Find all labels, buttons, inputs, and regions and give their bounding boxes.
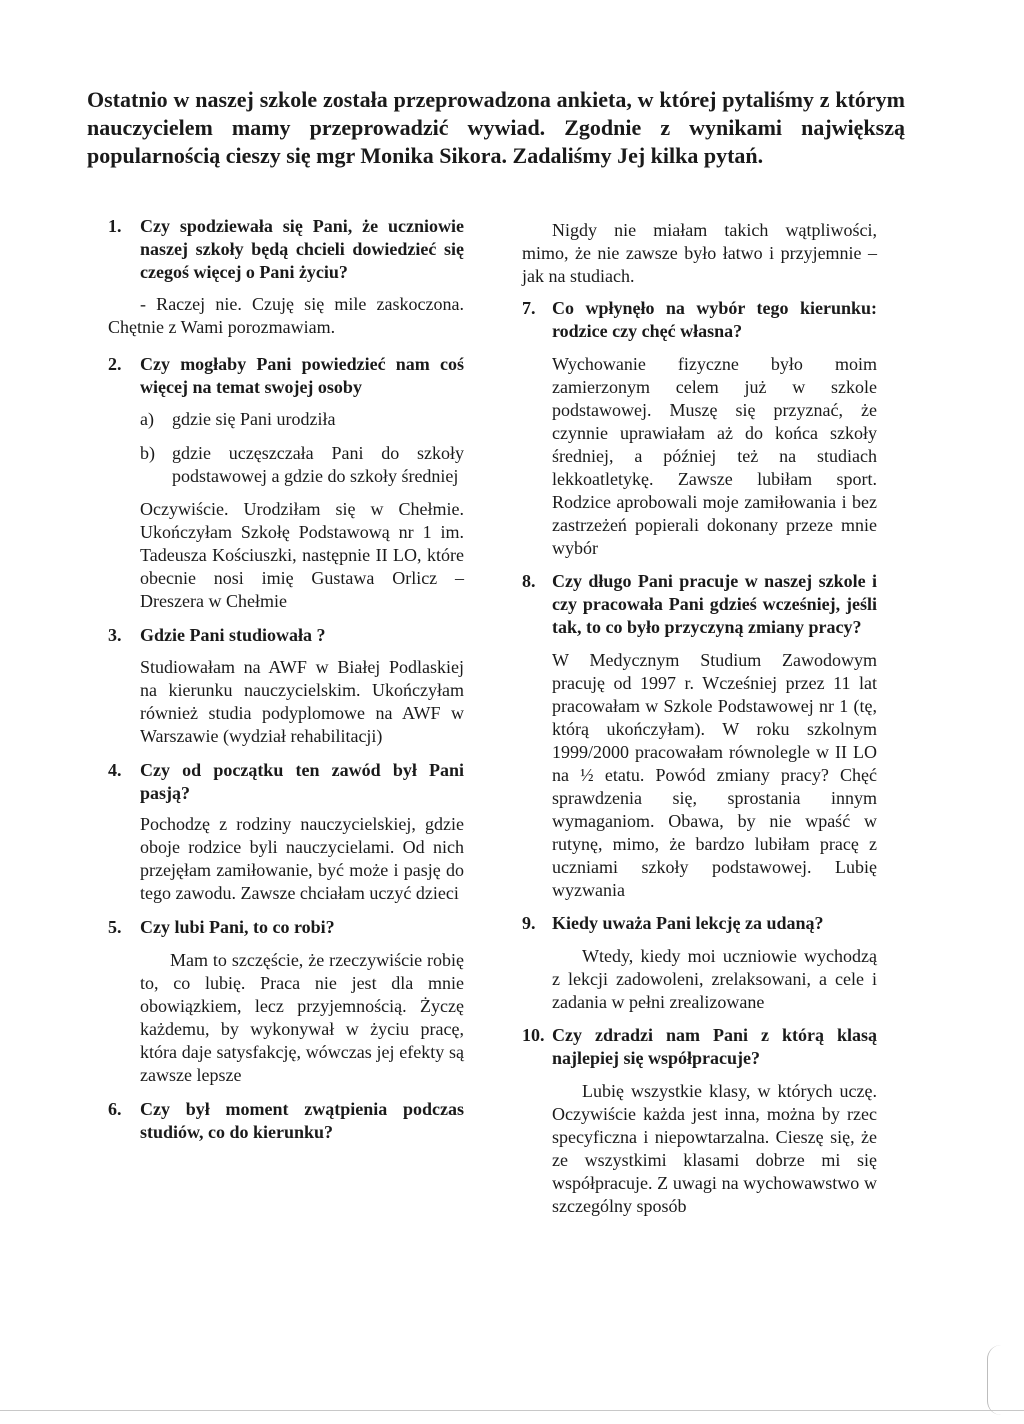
question-10 [522, 1024, 877, 1070]
right-column [522, 215, 877, 1218]
question-text: Czy spodziewała się Pani, że uczniowie naszej szkoły będą chcieli dowiedzieć się czegoś więcej o Pani życiu? [140, 216, 464, 282]
question-text: Czy mogłaby Pani powiedzieć nam coś więcej na temat swojej osoby [140, 354, 464, 397]
question-9-block [522, 912, 877, 1014]
question-number: 5. [108, 917, 122, 937]
question-4 [108, 759, 464, 805]
sub-question-b [108, 442, 464, 488]
sub-text: gdzie uczęszczała Pani do szkoły podstawowej a gdzie do szkoły średniej [172, 443, 464, 486]
question-5 [108, 916, 464, 939]
question-2-block [108, 353, 464, 613]
question-number: 9. [522, 913, 536, 933]
question-number: 6. [108, 1099, 122, 1119]
question-8-block [522, 570, 877, 902]
question-text: Czy długo Pani pracuje w naszej szkole i czy pracowała Pani gdzieś wcześniej, jeśli tak, to co było przyczyną zmiany pracy? [552, 571, 877, 637]
question-2 [108, 353, 464, 399]
question-number: 4. [108, 760, 122, 780]
question-4-block [108, 759, 464, 905]
question-text: Czy zdradzi nam Pani z którą klasą najlepiej się współpracuje? [552, 1025, 877, 1068]
question-text: Kiedy uważa Pani lekcję za udaną? [552, 913, 824, 933]
question-number: 8. [522, 571, 536, 591]
answer-3: Studiowałam na AWF w Białej Podlaskiej na kierunku nauczycielskim. Ukończyłam również studia podyplomowe na AWF w Warszawie (wydział rehabilitacji) [140, 657, 464, 746]
answer-7: Wychowanie fizyczne było moim zamierzonym celem już w szkole podstawowej. Muszę się przyznać, że czynnie uprawiałam aż do końca szkoły średniej, a później też na studiach lekkoatletykę. Zawsze lubiłam sport. Rodzice aprobowali moje zamiłowania i bez zastrzeżeń popierali dokonany przeze mnie wybór [552, 354, 877, 558]
question-3-block [108, 624, 464, 748]
question-1 [108, 215, 464, 284]
answer-6: Nigdy nie miałam takich wątpliwości, mimo, że nie zawsze było łatwo i przyjemnie – jak na studiach. [522, 220, 877, 286]
question-9 [522, 912, 877, 935]
question-6-block [108, 1098, 464, 1144]
question-7-block [522, 297, 877, 560]
question-6 [108, 1098, 464, 1144]
question-5-block [108, 916, 464, 1087]
answer-8: W Medycznym Studium Zawodowym pracuję od 1997 r. Wcześniej przez 11 lat pracowałam w Szkole Podstawowej nr 1 (tę, którą ukończyłam). W roku szkolnym 1999/2000 pracowałam równolegle w II LO na ½ etatu. Powód zmiany pracy? Chęć sprawdzenia się, sprostania innym wymaganiom. Obawa, by nie wpaść w rutynę, mimo, że bardzo lubiłam pracę z uczniami szkoły podstawowej. Lubię wyzwania [552, 650, 877, 900]
question-text: Czy był moment zwątpienia podczas studiów, co do kierunku? [140, 1099, 464, 1142]
sub-label: a) [140, 409, 154, 429]
answer-5: Mam to szczęście, że rzeczywiście robię to, co lubię. Praca nie jest dla mnie obowiązkiem, lecz przyjemnością. Życzę każdemu, by wykonywał w życiu pracę, która daje satysfakcję, wówczas jej efekty są zawsze lepsze [140, 950, 464, 1085]
question-number: 7. [522, 298, 536, 318]
scan-edge-line [0, 1410, 1024, 1411]
question-10-block [522, 1024, 877, 1218]
question-number: 3. [108, 625, 122, 645]
left-column [108, 215, 464, 1144]
question-3 [108, 624, 464, 647]
sub-text: gdzie się Pani urodziła [172, 409, 336, 429]
question-8 [522, 570, 877, 639]
question-7 [522, 297, 877, 343]
question-text: Co wpłynęło na wybór tego kierunku: rodzice czy chęć własna? [552, 298, 877, 341]
sub-question-a [108, 408, 464, 431]
answer-10: Lubię wszystkie klasy, w których uczę. Oczywiście każda jest inna, można by rzec specyficzna i niepowtarzalna. Cieszę się, że ze wszystkimi klasami dobrze mi się współpracuje. Z uwagi na wychowawstwo w szczególny sposób [552, 1081, 877, 1216]
answer-2: Oczywiście. Urodziłam się w Chełmie. Ukończyłam Szkołę Podstawową nr 1 im. Tadeusza Kościuszki, następnie II LO, które obecnie nosi imię Gustawa Orlicz – Dreszera w Chełmie [140, 499, 464, 611]
sub-label: b) [140, 443, 155, 463]
answer-9: Wtedy, kiedy moi uczniowie wychodzą z lekcji zadowoleni, zrelaksowani, a cele i zadania w pełni zrealizowane [552, 946, 877, 1012]
question-text: Czy od początku ten zawód był Pani pasją? [140, 760, 464, 803]
answer-1: - Raczej nie. Czuję się mile zaskoczona. Chętnie z Wami porozmawiam. [108, 294, 464, 337]
intro-paragraph: Ostatnio w naszej szkole została przeprowadzona ankieta, w której pytaliśmy z którym nauczycielem mamy przeprowadzić wywiad. Zgodnie z wynikami największą popularnością cieszy się mgr Monika Sikora. Zadaliśmy Jej kilka pytań. [87, 87, 905, 168]
question-number: 2. [108, 354, 122, 374]
scan-corner-artifact [987, 1345, 1002, 1415]
answer-4: Pochodzę z rodziny nauczycielskiej, gdzie oboje rodzice byli nauczycielami. Od nich przejęłam zamiłowanie, być może i pasję do tego zawodu. Zawsze chciałam uczyć dzieci [140, 814, 464, 903]
question-number: 10. [522, 1025, 545, 1045]
question-number: 1. [108, 216, 122, 236]
question-1-block [108, 215, 464, 339]
question-text: Czy lubi Pani, to co robi? [140, 917, 335, 937]
question-text: Gdzie Pani studiowała ? [140, 625, 326, 645]
